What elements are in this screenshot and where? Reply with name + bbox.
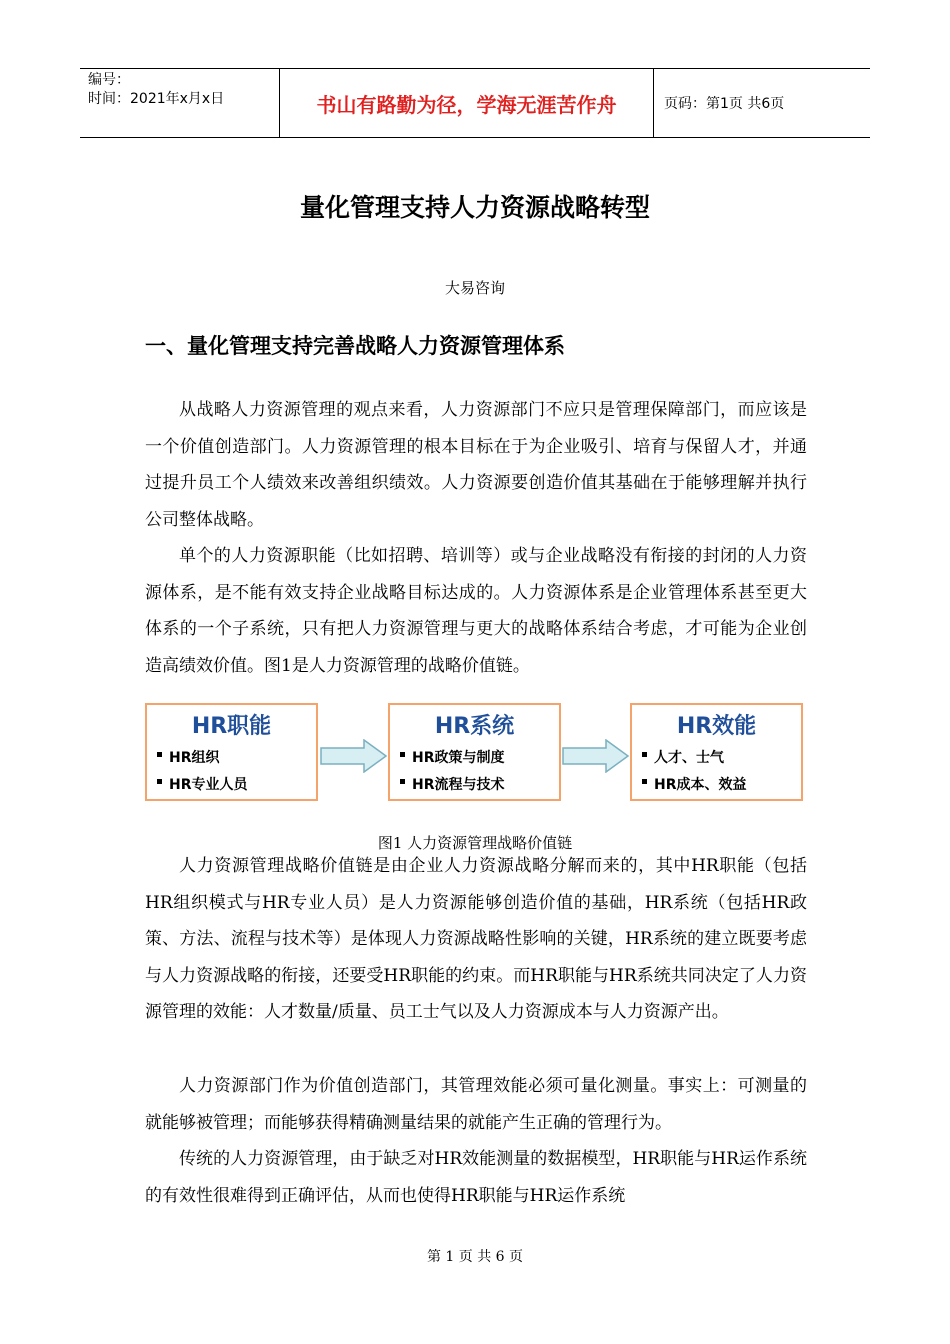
header-table	[80, 68, 870, 138]
box-title: HR职能	[191, 714, 272, 739]
paragraph-2: 单个的人力资源职能（比如招聘、培训等）或与企业战略没有衔接的封闭的人力资源体系，是不能有效支持企业战略目标达成的。人力资源体系是企业管理体系甚至更大体系的一个子系统，只有把人力资源管理与更大的战略体系结合考虑，才可能为企业创造高绩效价值。图1是人力资源管理的战略价值链。	[145, 546, 807, 676]
arrow-right-icon	[320, 739, 388, 773]
paragraph-3: 人力资源管理战略价值链是由企业人力资源战略分解而来的，其中HR职能（包括HR组织模式与HR专业人员）是人力资源能够创造价值的基础，HR系统（包括HR政策、方法、流程与技术等）是体现人力资源战略性影响的关键，HR系统的建立既要考虑与人力资源战略的衔接，还要受HR职能的约束。而HR职能与HR系统共同决定了人力资源管理的效能：人才数量/质量、员工士气以及人力资源成本与人力资源产出。	[145, 856, 807, 1022]
header-left-cell	[80, 69, 280, 137]
number-label: 编号：	[88, 72, 130, 88]
box-item: 人才、士气	[654, 747, 801, 767]
section-heading: 一、量化管理支持完善战略人力资源管理体系	[145, 334, 565, 358]
time-label: 时间：2021年x月x日	[88, 91, 225, 107]
header-motto: 书山有路勤为径，学海无涯苦作舟	[280, 69, 654, 137]
paragraph-4: 人力资源部门作为价值创造部门，其管理效能必须可量化测量。事实上：可测量的就能够被管理；而能够获得精确测量结果的就能产生正确的管理行为。	[145, 1076, 807, 1133]
arrow-right-icon	[562, 739, 630, 773]
value-chain-diagram	[145, 703, 805, 805]
paragraph-1: 从战略人力资源管理的观点来看，人力资源部门不应只是管理保障部门，而应该是一个价值创造部门。人力资源管理的根本目标在于为企业吸引、培育与保留人才，并通过提升员工个人绩效来改善组织绩效。人力资源要创造价值其基础在于能够理解并执行公司整体战略。	[145, 400, 807, 530]
box-item: HR组织	[169, 747, 316, 767]
box-item: HR流程与技术	[412, 774, 559, 794]
hr-efficiency-box	[630, 703, 803, 801]
box-title: HR效能	[676, 714, 757, 739]
box-item: HR专业人员	[169, 774, 316, 794]
page-footer: 第 1 页 共 6 页	[426, 1249, 524, 1265]
document-title: 量化管理支持人力资源战略转型	[299, 193, 650, 222]
figure-caption: 图1 人力资源管理战略价值链	[377, 834, 573, 852]
box-item: HR政策与制度	[412, 747, 559, 767]
box-title: HR系统	[434, 714, 515, 739]
box-item: HR成本、效益	[654, 774, 801, 794]
paragraph-5: 传统的人力资源管理，由于缺乏对HR效能测量的数据模型，HR职能与HR运作系统的有效性很难得到正确评估，从而也使得HR职能与HR运作系统	[145, 1149, 807, 1206]
hr-function-box	[145, 703, 318, 801]
author: 大易咨询	[444, 279, 505, 297]
header-page-label: 页码：第1页 共6页	[664, 96, 785, 112]
hr-system-box	[388, 703, 561, 801]
